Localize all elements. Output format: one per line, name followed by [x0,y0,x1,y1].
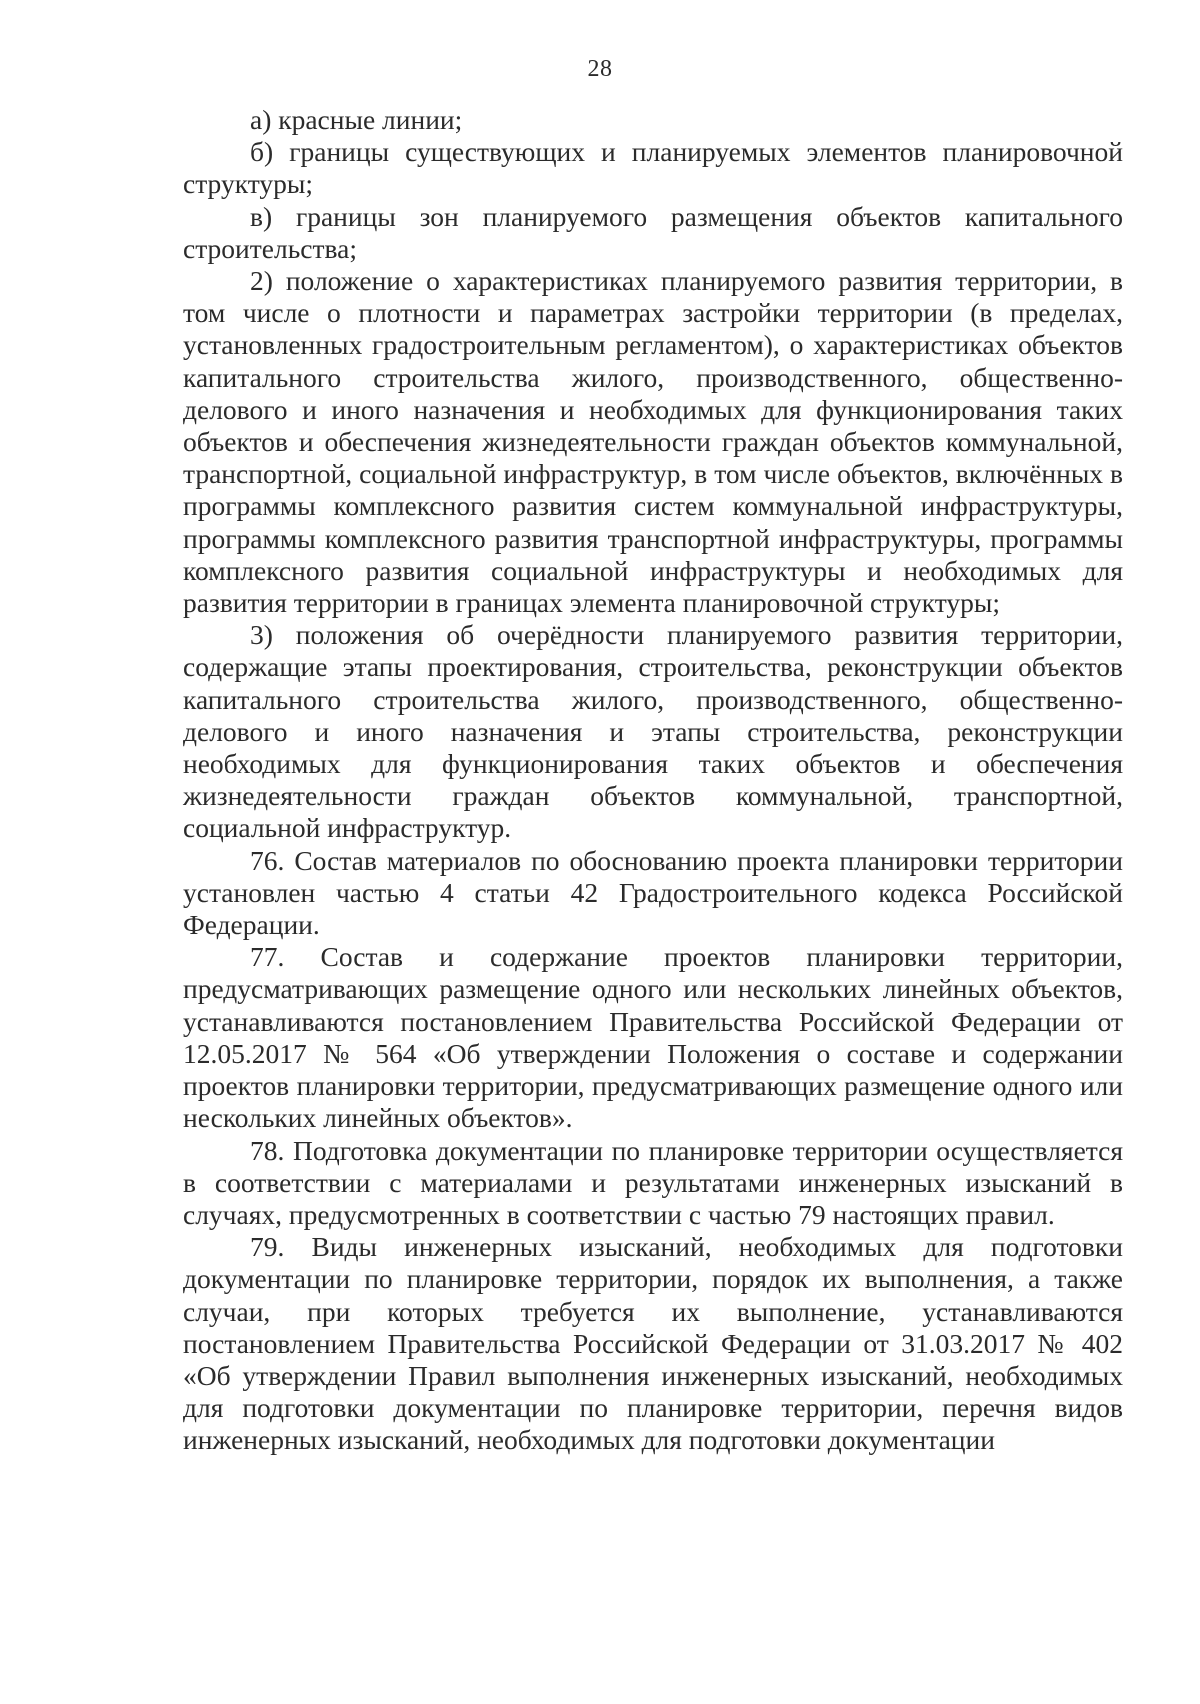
section-79-paragraph: 79. Виды инженерных изысканий, необходимых для подготовки документации по планировке территории, порядок их выполнения, а также случаи, при которых требуется их выполнение, устанавливаются постановлением Правительства Российской Федерации от 31.03.2017 № 402 «Об утверждении Правил выполнения инженерных изысканий, необходимых для подготовки документации по планировке территории, перечня видов инженерных изысканий, необходимых для подготовки документации [183,1231,1123,1456]
list-item-v-construction-zones: в) границы зон планируемого размещения объектов капитального строительства; [183,200,1123,264]
item-3-development-stages: 3) положения об очерёдности планируемого развития территории, содержащие этапы проектирования, строительства, реконструкции объектов капитального строительства жилого, производственного, общественно-делового и иного назначения и этапы строительства, реконструкции необходимых для функционирования таких объектов и обеспечения жизнедеятельности граждан объектов коммунальной, транспортной, социальной инфраструктур. [183,619,1123,844]
item-2-development-characteristics: 2) положение о характеристиках планируемого развития территории, в том числе о плотности и параметрах застройки территории (в пределах, установленных градостроительным регламентом), о характеристиках объектов капитального строительства жилого, производственного, общественно-делового и иного назначения и необходимых для функционирования таких объектов и обеспечения жизнедеятельности граждан объектов коммунальной, транспортной, социальной инфраструктур, в том числе объектов, включённых в программы комплексного развития систем коммунальной инфраструктуры, программы комплексного развития транспортной инфраструктуры, программы комплексного развития социальной инфраструктуры и необходимых для развития территории в границах элемента планировочной структуры; [183,265,1123,619]
page-number: 28 [587,56,613,82]
list-item-b-structure-boundaries: б) границы существующих и планируемых элементов планировочной структуры; [183,136,1123,200]
section-77-paragraph: 77. Состав и содержание проектов планировки территории, предусматривающих размещение одного или нескольких линейных объектов, устанавливаются постановлением Правительства Российской Федерации от 12.05.2017 № 564 «Об утверждении Положения о составе и содержании проектов планировки территории, предусматривающих размещение одного или нескольких линейных объектов». [183,941,1123,1134]
list-item-a-red-lines: а) красные линии; [250,104,463,135]
section-76-paragraph: 76. Состав материалов по обоснованию проекта планировки территории установлен частью 4 статьи 42 Градостроительного кодекса Российской Федерации. [183,844,1123,941]
section-78-paragraph: 78. Подготовка документации по планировке территории осуществляется в соответствии с материалами и результатами инженерных изысканий в случаях, предусмотренных в соответствии с частью 79 настоящих правил. [183,1134,1123,1230]
document-body [183,104,1123,1457]
